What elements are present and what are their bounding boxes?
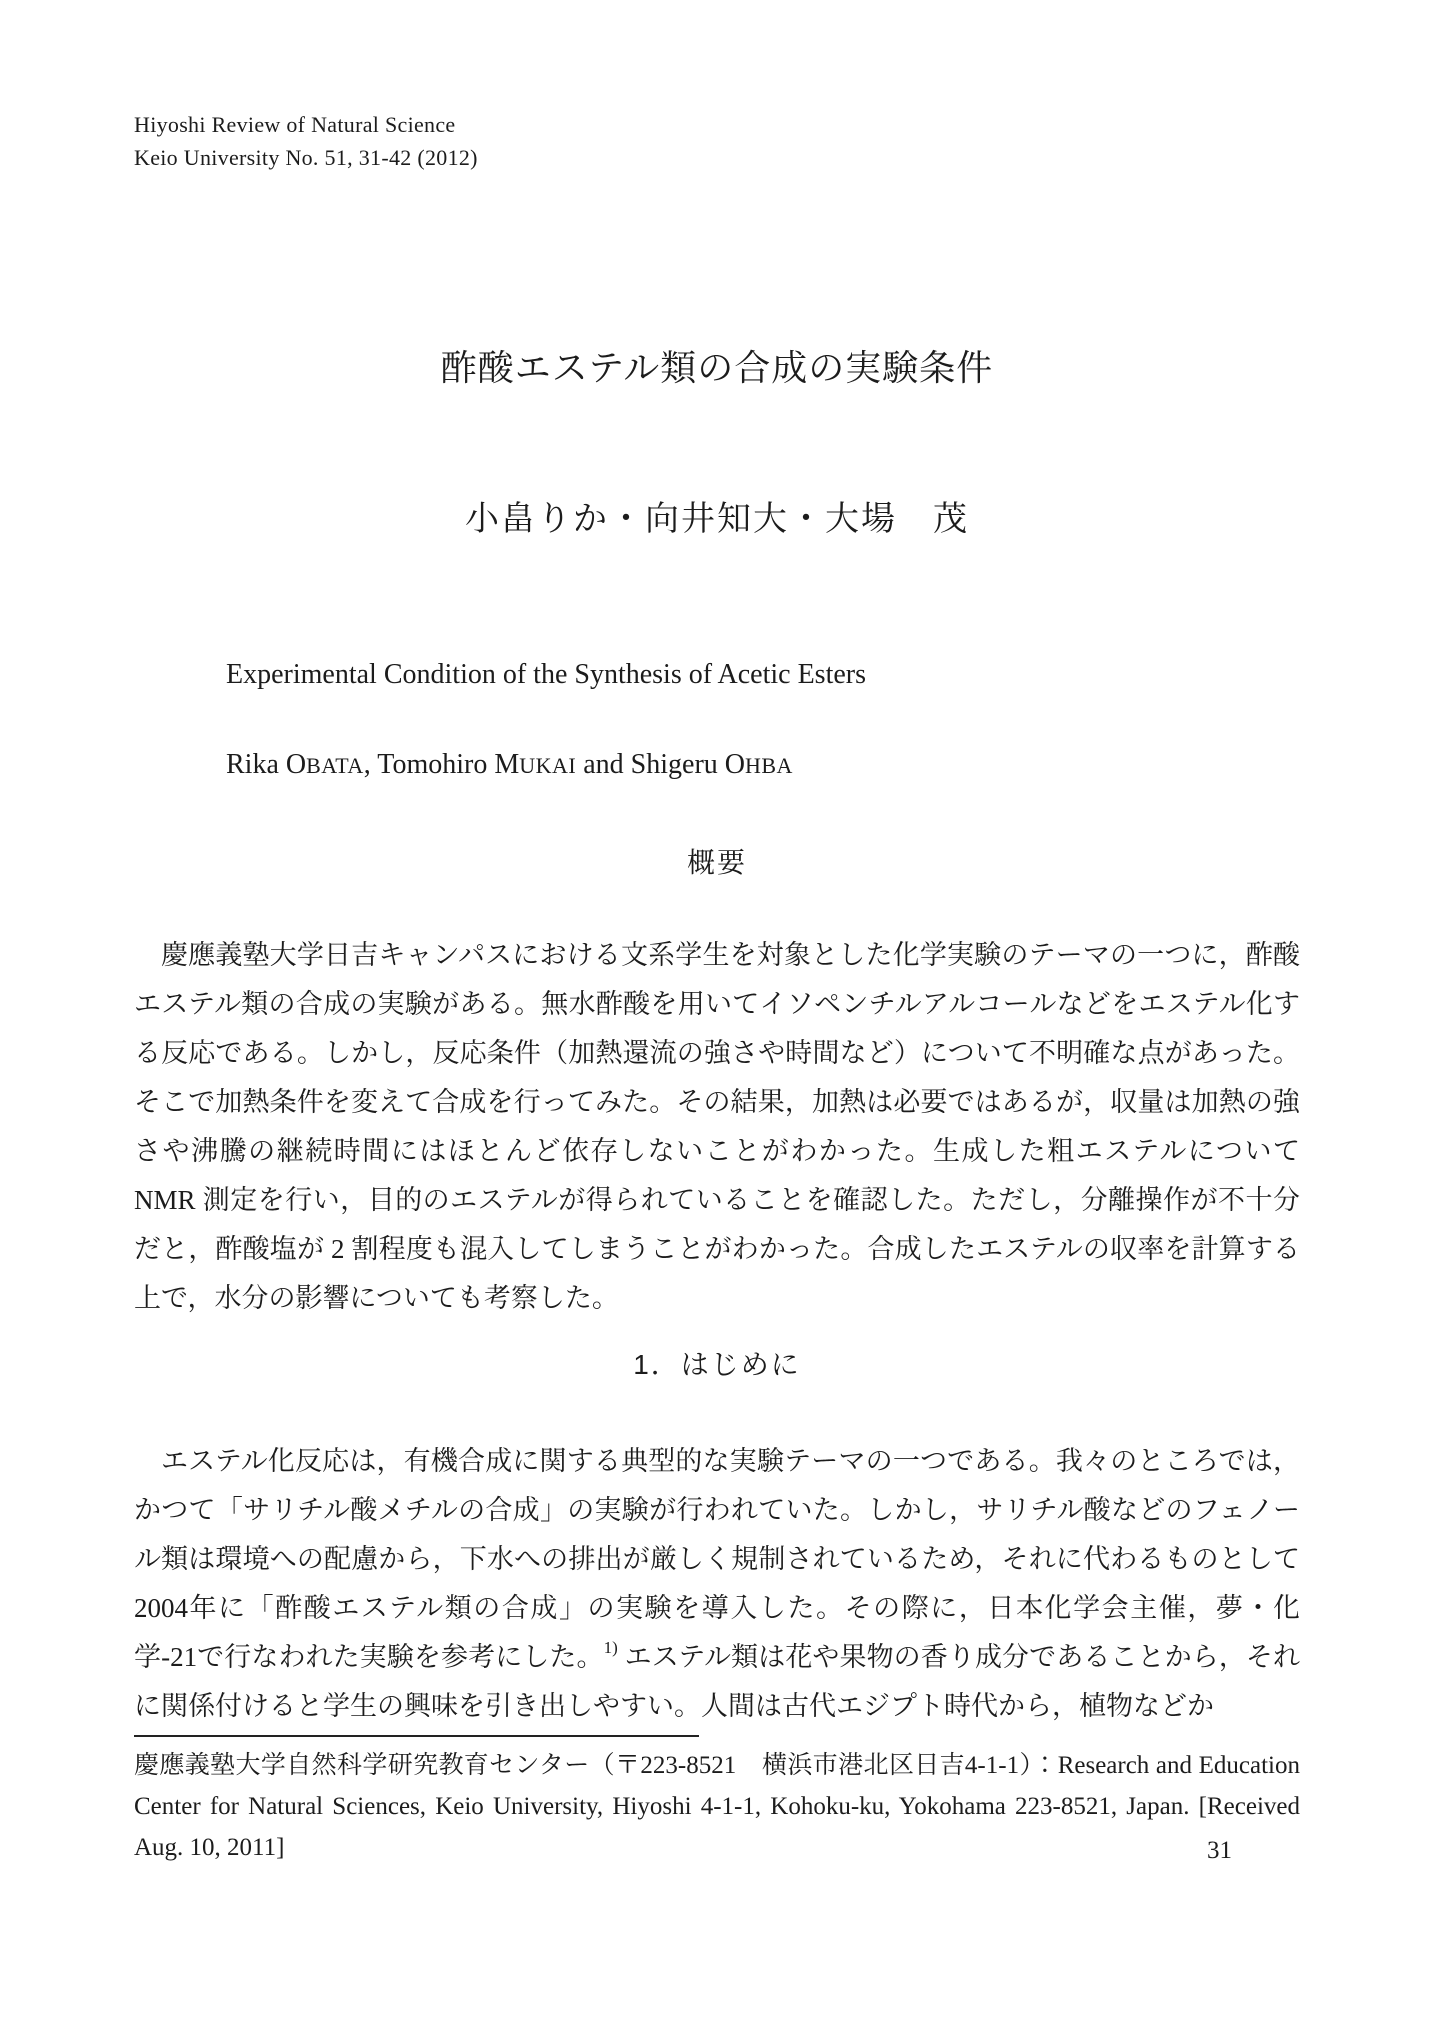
article-title-ja: 酢酸エステル類の合成の実験条件 [440, 347, 994, 388]
author-separator-2: and [576, 749, 631, 780]
footnote-block [134, 1735, 1300, 1868]
abstract-text: 慶應義塾大学日吉キャンパスにおける文系学生を対象とした化学実験のテーマの一つに，酢酸エステル類の合成の実験がある。無水酢酸を用いてイソペンチルアルコールなどをエステル化する反応である。しかし，反応条件（加熱還流の強さや時間など）について不明確な点があった。そこで加熱条件を変えて合成を行ってみた。その結果，加熱は必要ではあるが，収量は加熱の強さや沸騰の継続時間にはほとんど依存しないことがわかった。生成した粗エステルについて NMR 測定を行い，目的のエステルが得られていることを確認した。ただし，分離操作が不十分だと，酢酸塩が 2 割程度も混入してしまうことがわかった。合成したエステルの収率を計算する上で，水分の影響についても考察した。 [134, 940, 1300, 1313]
intro-paragraph [134, 1437, 1300, 1731]
journal-name: Hiyoshi Review of Natural Science [134, 112, 456, 137]
author-1-given: Rika O [226, 749, 307, 780]
author-2-given: Tomohiro M [377, 749, 520, 780]
footnote-text: 慶應義塾大学自然科学研究教育センター（〒223-8521 横浜市港北区日吉4-1-1）：Research and Education Center for Natural Sciences, Keio University, Hiyoshi 4-1-1, Kohoku-ku, Yokohama 223-8521, Japan. [Received Aug. 10, 2011] [134, 1752, 1300, 1861]
author-3-family-smallcaps: HBA [745, 753, 793, 778]
footnote-separator-rule [134, 1735, 699, 1737]
author-2-family-smallcaps: UKAI [519, 753, 577, 778]
authors-ja: 小畠りか・向井知大・大場 茂 [465, 501, 969, 538]
article-title-en: Experimental Condition of the Synthesis of Acetic Esters [226, 659, 866, 690]
author-separator-1: , [363, 749, 378, 780]
journal-issue: Keio University No. 51, 31-42 (2012) [134, 145, 478, 170]
author-1-family-smallcaps: BATA [306, 753, 364, 778]
journal-header [134, 108, 1300, 174]
section-1-heading: 1．はじめに [633, 1349, 801, 1380]
authors-en [226, 746, 1300, 785]
intro-text-part-1: エステル化反応は，有機合成に関する典型的な実験テーマの一つである。我々のところでは，かつて「サリチル酸メチルの合成」の実験が行われていた。しかし，サリチル酸などのフェノール類は環境への配慮から，下水への排出が厳しく規制されているため，それに代わるものとして2004年に「酢酸エステル類の合成」の実験を導入した。その際に，日本化学会主催，夢・化学-21で行なわれた実験を参考にした。 [134, 1446, 1300, 1672]
intro-text-part-2: エステル類は花や果物の香り成分であることから，それに関係付けると学生の興味を引き出しやすい。人間は古代エジプト時代から，植物などか [134, 1642, 1301, 1721]
page-number: 31 [1207, 1837, 1232, 1864]
abstract-heading: 概要 [686, 847, 747, 878]
author-3-given: Shigeru O [630, 749, 745, 780]
reference-mark-1: 1) [603, 1638, 618, 1657]
